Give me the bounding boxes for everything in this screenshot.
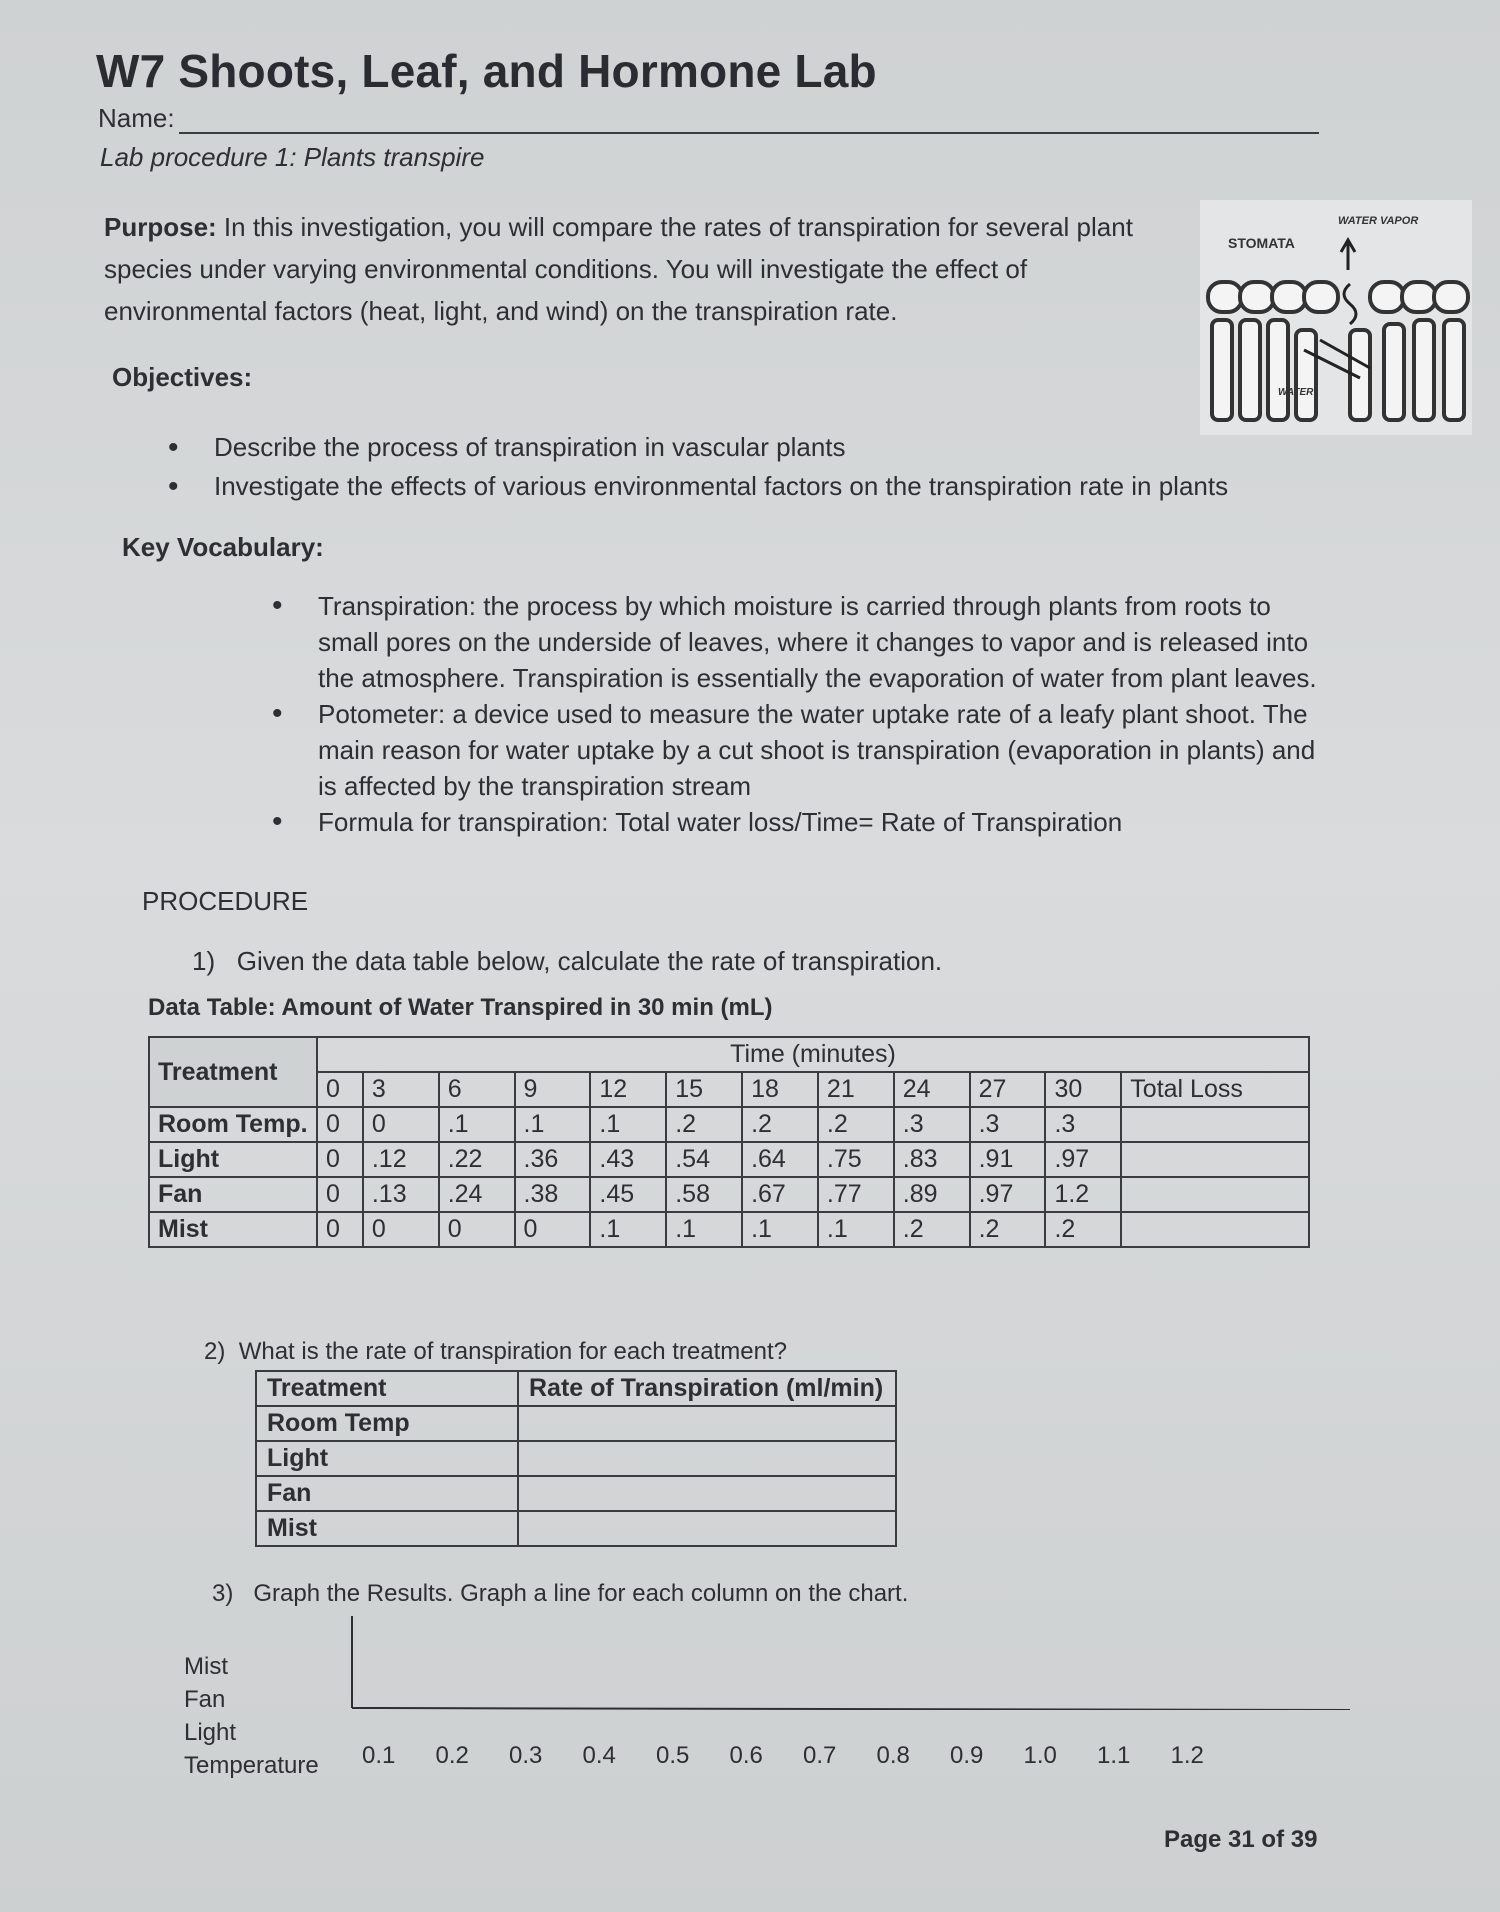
data-value-cell: .89 (894, 1177, 970, 1212)
time-header-cell: 6 (439, 1072, 515, 1107)
vocabulary-item: • Formula for transpiration: Total water loss/Time= Rate of Transpiration (318, 804, 1318, 840)
rate-answer-cell[interactable] (518, 1476, 896, 1511)
transpiration-data-table (148, 1036, 1310, 1248)
data-value-cell: 1.2 (1045, 1177, 1121, 1212)
time-header-cell: 12 (590, 1072, 666, 1107)
page-title: W7 Shoots, Leaf, and Hormone Lab (96, 45, 877, 97)
data-value-cell: 0 (515, 1212, 591, 1247)
data-value-cell: .75 (818, 1142, 894, 1177)
step-2-text: What is the rate of transpiration for each treatment? (238, 1338, 787, 1365)
table-row (149, 1212, 1309, 1247)
data-value-cell: .97 (970, 1177, 1046, 1212)
data-value-cell: .97 (1045, 1142, 1121, 1177)
graph-x-tick: 1.1 (1097, 1742, 1131, 1769)
data-value-cell: .1 (590, 1107, 666, 1142)
page-current: 31 (1228, 1826, 1255, 1853)
data-value-cell: .2 (818, 1107, 894, 1142)
graph-x-tick: 0.4 (582, 1742, 616, 1769)
graph-x-tick: 1.2 (1170, 1742, 1204, 1769)
data-value-cell: .1 (590, 1212, 666, 1247)
graph-y-label: Light (184, 1719, 237, 1746)
data-value-cell: .12 (363, 1142, 439, 1177)
rate-row (256, 1406, 896, 1441)
time-header-cell: 0 (317, 1072, 363, 1107)
data-value-cell: .1 (742, 1212, 818, 1247)
data-value-cell: .91 (970, 1142, 1046, 1177)
total-loss-cell[interactable] (1121, 1212, 1309, 1247)
objective-item: • Investigate the effects of various environmental factors on the transpiration rate in plants (214, 467, 1274, 506)
data-value-cell: 0 (317, 1177, 363, 1212)
data-value-cell: .3 (1045, 1107, 1121, 1142)
stomata-illustration (1200, 200, 1472, 435)
step-3 (212, 1580, 908, 1608)
table-row (149, 1177, 1309, 1212)
rate-row (256, 1476, 896, 1511)
total-loss-header: Total Loss (1121, 1072, 1309, 1107)
data-value-cell: .83 (894, 1142, 970, 1177)
rate-table-header-row (256, 1371, 896, 1406)
data-value-cell: .2 (894, 1212, 970, 1247)
data-value-cell: .36 (515, 1142, 591, 1177)
step-2-number: 2) (204, 1338, 226, 1365)
graph-x-tick: 0.8 (876, 1742, 910, 1769)
time-header-cell: 24 (894, 1072, 970, 1107)
data-value-cell: .1 (515, 1107, 591, 1142)
figure-label-vapor: WATER VAPOR (1338, 215, 1419, 227)
procedure-heading: PROCEDURE (142, 886, 309, 916)
graph-y-labels (184, 1650, 319, 1782)
data-value-cell: 0 (317, 1107, 363, 1142)
objective-item: • Describe the process of transpiration in vascular plants (214, 428, 1274, 467)
data-value-cell: 0 (317, 1142, 363, 1177)
total-loss-cell[interactable] (1121, 1107, 1309, 1142)
treatment-column-header: Treatment (149, 1037, 317, 1107)
table-row (149, 1142, 1309, 1177)
treatment-name-cell: Fan (149, 1177, 317, 1212)
rate-row (256, 1441, 896, 1476)
name-blank-line[interactable] (179, 106, 1319, 134)
time-column-header: Time (minutes) (317, 1037, 1309, 1072)
step-3-text: Graph the Results. Graph a line for each column on the chart. (253, 1580, 909, 1607)
data-value-cell: 0 (363, 1107, 439, 1142)
rate-row-label: Room Temp (256, 1406, 518, 1441)
rate-answer-cell[interactable] (518, 1511, 896, 1546)
page-of: of (1261, 1826, 1285, 1853)
data-value-cell: .45 (590, 1177, 666, 1212)
data-value-cell: .67 (742, 1177, 818, 1212)
time-header-cell: 18 (742, 1072, 818, 1107)
data-value-cell: .58 (666, 1177, 742, 1212)
name-label: Name: (98, 103, 175, 133)
objectives-heading: Objectives: (112, 362, 253, 392)
step-2 (204, 1338, 787, 1366)
vocabulary-heading: Key Vocabulary: (122, 532, 324, 562)
rate-row (256, 1511, 896, 1546)
step-1-text: Given the data table below, calculate the rate of transpiration. (236, 946, 943, 976)
rate-row-label: Mist (256, 1511, 518, 1546)
data-value-cell: .3 (894, 1107, 970, 1142)
total-loss-cell[interactable] (1121, 1177, 1309, 1212)
data-value-cell: 0 (439, 1212, 515, 1247)
graph-x-tick: 0.3 (509, 1742, 543, 1769)
treatment-name-cell: Room Temp. (149, 1107, 317, 1142)
data-value-cell: .24 (439, 1177, 515, 1212)
purpose-label: Purpose: (104, 212, 217, 242)
time-header-cell: 21 (818, 1072, 894, 1107)
stomata-diagram-icon (1200, 200, 1472, 435)
data-value-cell: .64 (742, 1142, 818, 1177)
data-value-cell: .43 (590, 1142, 666, 1177)
name-field[interactable] (98, 103, 1319, 134)
time-header-cell: 30 (1045, 1072, 1121, 1107)
page-total: 39 (1290, 1826, 1318, 1853)
table-row (149, 1107, 1309, 1142)
rate-header-treatment: Treatment (256, 1371, 518, 1406)
rate-row-label: Light (256, 1441, 518, 1476)
data-value-cell: .1 (818, 1212, 894, 1247)
graph-x-tick: 0.2 (435, 1742, 469, 1769)
rate-table (255, 1370, 897, 1547)
treatment-name-cell: Mist (149, 1212, 317, 1247)
graph-x-tick: 0.1 (362, 1742, 396, 1769)
vocabulary-item: • Transpiration: the process by which moisture is carried through plants from roots to small pores on the underside of leaves, where it changes to vapor and is released into the atmosphere. Transpiration is essentially the evaporation of water from plant leaves. (318, 588, 1318, 696)
data-value-cell: .2 (1045, 1212, 1121, 1247)
page-prefix: Page (1164, 1826, 1222, 1853)
data-value-cell: .54 (666, 1142, 742, 1177)
rate-answer-cell[interactable] (518, 1441, 896, 1476)
graph-x-tick: 0.7 (803, 1742, 837, 1769)
graph-x-tick: 0.9 (950, 1742, 984, 1769)
rate-row-label: Fan (256, 1476, 518, 1511)
figure-label-water: WATER (1278, 387, 1314, 398)
step-3-number: 3) (212, 1580, 234, 1607)
graph-x-axis (352, 1708, 1350, 1710)
data-value-cell: 0 (317, 1212, 363, 1247)
total-loss-cell[interactable] (1121, 1142, 1309, 1177)
purpose-paragraph (104, 206, 1164, 332)
purpose-text: In this investigation, you will compare the rates of transpiration for several plant species under varying environmental conditions. You will investigate the effect of environmental factors (heat, light, and wind) on the transpiration rate. (104, 212, 1133, 326)
vocabulary-list (318, 588, 1318, 840)
data-value-cell: .77 (818, 1177, 894, 1212)
graph-y-label: Fan (184, 1686, 226, 1713)
data-table-body (149, 1107, 1309, 1247)
data-value-cell: .3 (970, 1107, 1046, 1142)
graph-axes[interactable] (350, 1616, 1352, 1710)
graph-x-tick: 1.0 (1023, 1742, 1057, 1769)
step-1 (192, 946, 942, 977)
data-value-cell: .2 (970, 1212, 1046, 1247)
data-value-cell: .38 (515, 1177, 591, 1212)
data-value-cell: .2 (742, 1107, 818, 1142)
time-header-cell: 15 (666, 1072, 742, 1107)
graph-x-tick: 0.5 (656, 1742, 690, 1769)
data-value-cell: .1 (439, 1107, 515, 1142)
graph-y-label: Temperature (184, 1752, 319, 1779)
vocabulary-item: • Potometer: a device used to measure the water uptake rate of a leafy plant shoot. The main reason for water uptake by a cut shoot is transpiration (evaporation in plants) and is affected by the transpiration stream (318, 696, 1318, 804)
step-1-number: 1) (192, 946, 216, 976)
time-values-row (149, 1072, 1309, 1107)
rate-answer-cell[interactable] (518, 1406, 896, 1441)
data-value-cell: .1 (666, 1212, 742, 1247)
time-header-cell: 27 (970, 1072, 1046, 1107)
data-table-title: Data Table: Amount of Water Transpired in 30 min (mL) (148, 994, 773, 1021)
data-table-header-row (149, 1037, 1309, 1072)
objectives-list (214, 428, 1274, 506)
lab-subtitle: Lab procedure 1: Plants transpire (100, 142, 485, 172)
time-header-cell: 3 (363, 1072, 439, 1107)
data-value-cell: .22 (439, 1142, 515, 1177)
page-number (1164, 1826, 1317, 1854)
rate-header-rate: Rate of Transpiration (ml/min) (518, 1371, 896, 1406)
treatment-name-cell: Light (149, 1142, 317, 1177)
figure-label-stomata: STOMATA (1228, 235, 1295, 251)
graph-x-tick: 0.6 (729, 1742, 763, 1769)
data-value-cell: .13 (363, 1177, 439, 1212)
data-value-cell: .2 (666, 1107, 742, 1142)
time-header-cell: 9 (515, 1072, 591, 1107)
graph-y-label: Mist (184, 1653, 228, 1680)
data-value-cell: 0 (363, 1212, 439, 1247)
